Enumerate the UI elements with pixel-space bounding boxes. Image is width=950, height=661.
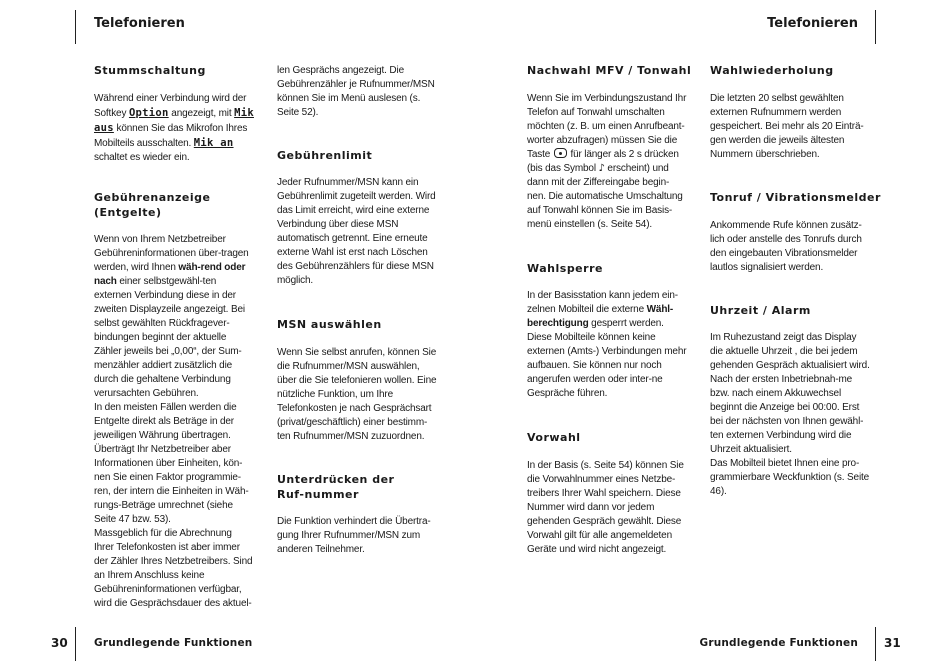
heading-wahlsperre: Wahlsperre xyxy=(527,262,603,275)
footer-rule-right xyxy=(875,627,876,661)
page-number-left: 30 xyxy=(51,636,68,650)
softkey-option: Option xyxy=(128,107,169,119)
paragraph-wahlwiederholung: Die letzten 20 selbst gewählten externen Rufnummern werden gespeichert. Bei mehr als 20 Einträ-gen werden die jeweils ältesten Nummern überschrieben. xyxy=(710,93,864,160)
paragraph-nachwahl: Wenn Sie im Verbindungszustand Ihr Telefon auf Tonwahl umschalten möchten (z. B. um einen Anrufbeant-worter abzufragen) müssen Sie die Taste für länger als 2 s drücken (bis das Symbol ♪ erscheint) und dann mit der Ziffereingabe begin-nen. Die automatische Umschaltung auf Tonwahl können Sie im Basis-menü einstellen (s. Seite 54). xyxy=(527,93,687,230)
paragraph-msn-auswaehlen: Wenn Sie selbst anrufen, können Sie die Rufnummer/MSN auswählen, über die Sie telefonieren wollen. Eine nützliche Funktion, um Ihre Telefonkosten je nach Gesprächsart (privat/geschäftlich) einer bestimm-ten Rufnummer/MSN zuzuordnen. xyxy=(277,347,437,442)
heading-uhrzeit: Uhrzeit / Alarm xyxy=(710,304,811,317)
footer-rule-left xyxy=(75,627,76,661)
paragraph-uhrzeit: Im Ruhezustand zeigt das Display die aktuelle Uhrzeit , die bei jedem gehenden Gespräch aktualisiert wird. Nach der ersten Inbetriebnah-me bzw. nach einem Akkuwechsel beginnt die Anzeige bei 00:00. Erst bei der nächsten von Ihnen gewähl-ten externen Verbindung wird die Uhrzeit aktualisiert. Das Mobilteil bietet Ihnen eine pro-grammierbare Weckfunktion (s. Seite 46). xyxy=(710,332,870,497)
header-rule-left xyxy=(75,10,76,44)
heading-msn-auswaehlen: MSN auswählen xyxy=(277,318,382,331)
heading-gebuehrenlimit: Gebührenlimit xyxy=(277,149,373,162)
paragraph-gebuehrenanzeige: Wenn von Ihrem Netzbetreiber Gebühreninformationen über-tragen werden, wird Ihnen wäh-rend oder nach einer selbstgewähl-ten externen Verbindung diese in der zweiten Displayzeile angezeigt. Bei selbst gewählten Rückfragever-bindungen beginnt der aktuelle Zähler jeweils bei „0,00“, der Sum-menzähler addiert zusätzlich die durch die gehaltene Verbindung verursachten Gebühren. In den meisten Fällen werden die Entgelte direkt als Beträge in der jeweiligen Währung übertragen. Überträgt Ihr Netzbetreiber aber Informationen über Einheiten, kön-nen Sie einen Faktor programmie-ren, der intern die Einheiten in Wäh-rungs-Beträge umrechnet (siehe Seite 47 bzw. 53). Massgeblich für die Abrechnung Ihrer Telefonkosten ist aber immer der Zähler Ihres Netzbetreibers. Sind an Ihrem Anschluss keine Gebühreninformationen verfügbar, wird die Gesprächsdauer des aktuel- xyxy=(94,234,253,609)
heading-nachwahl: Nachwahl MFV / Tonwahl xyxy=(527,64,692,77)
heading-wahlwiederholung: Wahlwiederholung xyxy=(710,64,834,77)
heading-stummschaltung: Stummschaltung xyxy=(94,64,206,77)
star-key-icon xyxy=(554,148,567,158)
heading-unterdruecken: Unterdrücken der Ruf-nummer xyxy=(277,473,395,501)
paragraph-wahlsperre: In der Basisstation kann jedem ein-zelnen Mobilteil die externe Wähl-berechtigung gesperrt werden. Diese Mobilteile können keine externen (Amts-) Verbindungen mehr aufbauen. Sie können nur noch angerufen werden oder inter-ne Gespräche führen. xyxy=(527,290,687,399)
softkey-mik-aus: Mik aus xyxy=(94,107,254,134)
header-rule-right xyxy=(875,10,876,44)
heading-vorwahl: Vorwahl xyxy=(527,431,581,444)
heading-tonruf: Tonruf / Vibrationsmelder xyxy=(710,191,881,204)
page-number-right: 31 xyxy=(884,636,901,650)
footer-text-left: Grundlegende Funktionen xyxy=(94,637,253,649)
heading-gebuehrenanzeige: Gebührenanzeige (Entgelte) xyxy=(94,191,211,219)
music-note-icon: ♪ xyxy=(598,163,605,174)
running-head-right: Telefonieren xyxy=(767,16,858,31)
paragraph-gebuehrenlimit: Jeder Rufnummer/MSN kann ein Gebührenlimit zugeteilt werden. Wird das Limit erreicht, wird eine externe Verbindung über diese MSN automatisch getrennt. Eine erneute externe Wahl ist erst nach Löschen des Gebührenzählers für diese MSN möglich. xyxy=(277,177,436,286)
paragraph-continued: len Gesprächs angezeigt. Die Gebührenzähler je Rufnummer/MSN können Sie im Menü auslesen (s. Seite 52). xyxy=(277,65,435,118)
paragraph-stummschaltung: Während einer Verbindung wird der Softkey Option angezeigt, mit Mik aus können Sie das Mikrofon Ihres Mobilteils ausschalten. Mik an schaltet es wieder ein. xyxy=(94,93,254,163)
running-head-left: Telefonieren xyxy=(94,16,185,31)
paragraph-vorwahl: In der Basis (s. Seite 54) können Sie die Vorwahlnummer eines Netzbe-treibers Ihrer Wahl speichern. Diese Nummer wird dann vor jedem gehenden Gespräch gewählt. Diese Vorwahl gilt für alle angemeldeten Geräte und wird nicht angezeigt. xyxy=(527,460,684,555)
footer-text-right: Grundlegende Funktionen xyxy=(699,637,858,649)
paragraph-tonruf: Ankommende Rufe können zusätz-lich oder anstelle des Tonrufs durch den eingebauten Vibrationsmelder lautlos signalisiert werden. xyxy=(710,220,862,273)
paragraph-unterdruecken: Die Funktion verhindert die Übertra-gung Ihrer Rufnummer/MSN zum anderen Teilnehmer. xyxy=(277,516,431,555)
softkey-mik-an: Mik an xyxy=(193,137,234,149)
